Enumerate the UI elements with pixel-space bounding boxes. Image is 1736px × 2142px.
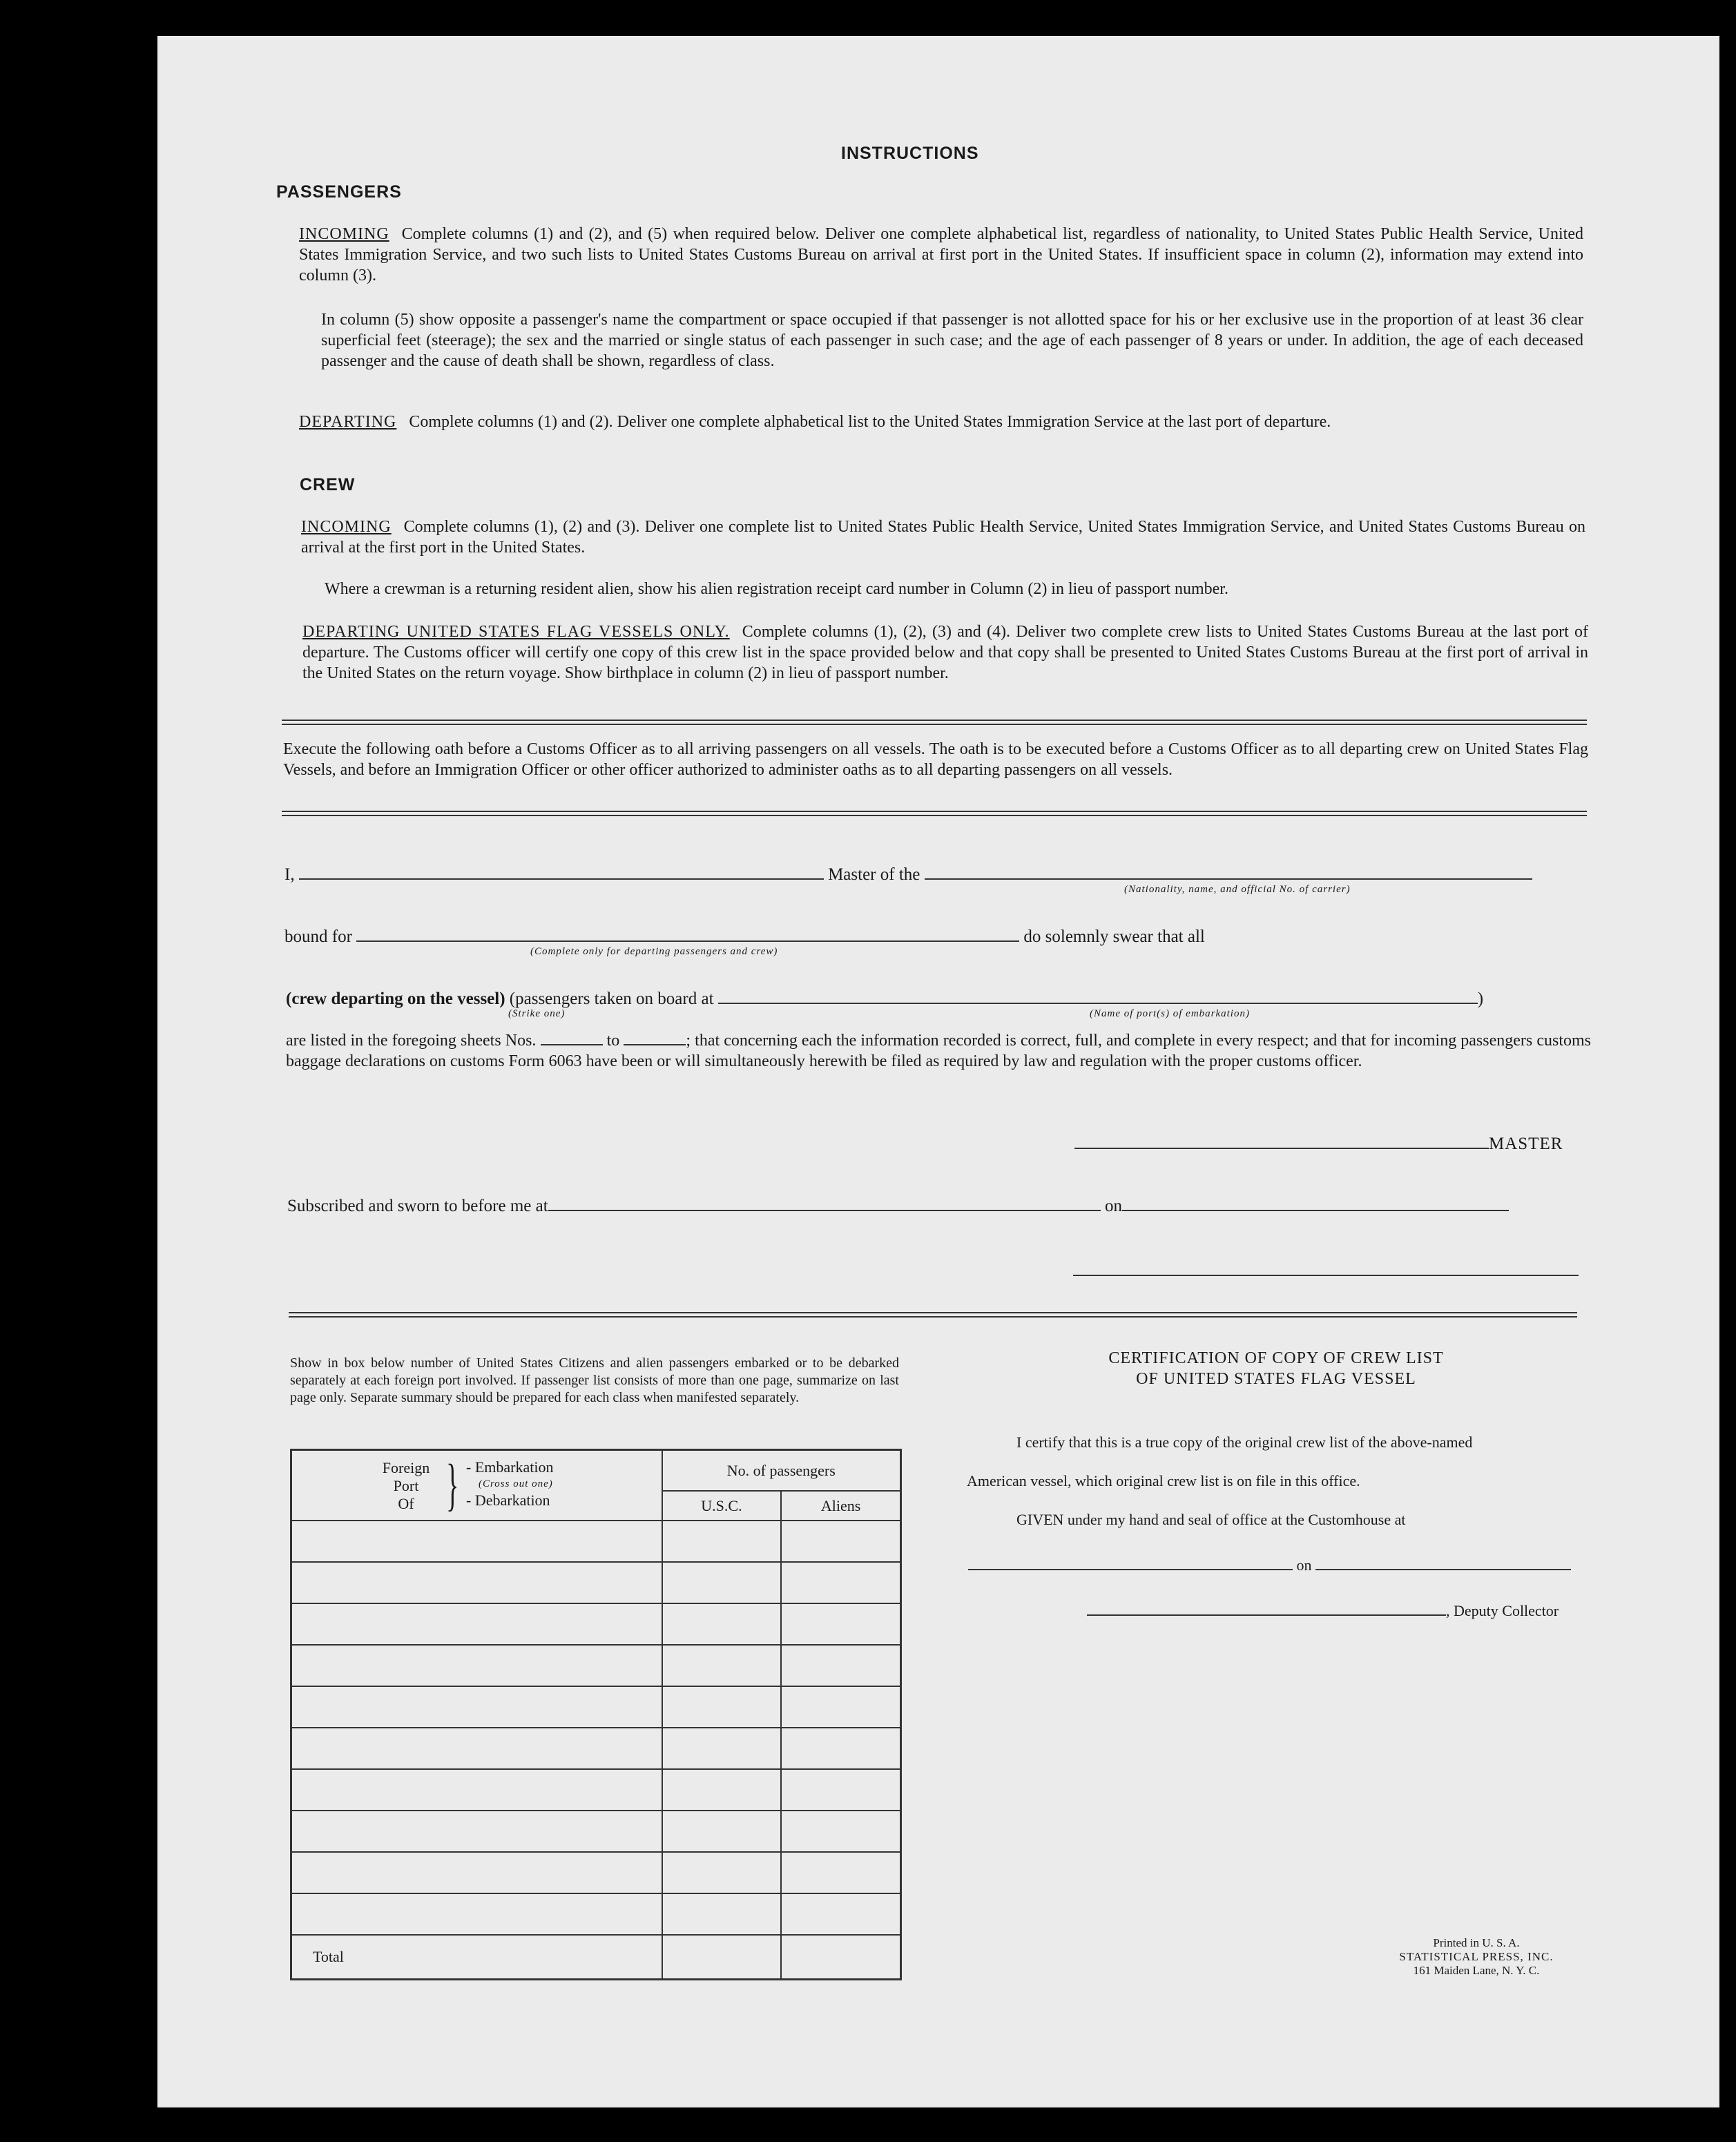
deputy-collector-label: , Deputy Collector: [1446, 1602, 1559, 1619]
passengers-heading: PASSENGERS: [276, 182, 402, 202]
certification-title: [1055, 1348, 1497, 1389]
foreign-port-header: [291, 1450, 662, 1521]
aliens-cell[interactable]: [781, 1811, 900, 1852]
crew-departing-text: Complete columns (1), (2), (3) and (4). Deliver two complete crew lists to United States Customs Bureau at the last port of departure. The Customs officer will certify one copy of this crew list in the space provided below and that copy shall be presented to United States Customs Bureau at the first port of arrival in the United States on the return voyage. Show birthplace in column (2) in lieu of passport number.: [302, 623, 1588, 682]
usc-cell[interactable]: [662, 1728, 782, 1769]
divider-2: [282, 811, 1587, 816]
master-signature-line: [1074, 1134, 1563, 1154]
table-row: [291, 1521, 901, 1562]
summary-note: Show in box below number of United States Citizens and alien passengers embarked or to be debarked separately at each foreign port involved. If passenger list consists of more than one page, summarize on last page only. Separate summary should be prepared for each class when manifested separately.: [290, 1355, 899, 1405]
listed-text-a: are listed in the foregoing sheets Nos.: [286, 1032, 537, 1050]
usc-cell[interactable]: [662, 1603, 782, 1645]
imprint-line2: STATISTICAL PRESS, INC.: [1399, 1950, 1554, 1963]
port-cell[interactable]: [291, 1728, 662, 1769]
destination-field[interactable]: [356, 927, 1019, 942]
table-row: [291, 1769, 901, 1811]
usc-total-cell[interactable]: [662, 1935, 782, 1979]
master-name-field[interactable]: [299, 865, 824, 880]
summary-table: [290, 1449, 902, 1980]
certification-title-line2: OF UNITED STATES FLAG VESSEL: [1136, 1370, 1416, 1388]
passengers-incoming-paragraph: [299, 224, 1583, 286]
aliens-cell[interactable]: [781, 1893, 900, 1935]
close-paren: ): [1477, 990, 1484, 1008]
port-cell[interactable]: [291, 1852, 662, 1893]
port-cell[interactable]: [291, 1811, 662, 1852]
aliens-cell[interactable]: [781, 1686, 900, 1728]
usc-cell[interactable]: [662, 1811, 782, 1852]
sworn-place-field[interactable]: [548, 1196, 1101, 1211]
deputy-collector-line: [1087, 1601, 1559, 1620]
sheet-from-field[interactable]: [541, 1030, 603, 1045]
table-row: [291, 1562, 901, 1603]
swear-text: do solemnly swear that all: [1023, 927, 1205, 946]
table-row: [291, 1603, 901, 1645]
aliens-cell[interactable]: [781, 1603, 900, 1645]
passengers-column5-paragraph: In column (5) show opposite a passenger's name the compartment or space occupied if that passenger is not allotted space for his or her exclusive use in the proportion of at least 36 clear superficial feet (steerage); the sex and the married or single status of each passenger in such case; and the age of each passenger of 8 years or under. In addition, the age of each deceased passenger and the cause of death shall be shown, regardless of class.: [321, 311, 1583, 370]
sheet-to-field[interactable]: [624, 1030, 686, 1045]
carrier-field[interactable]: [925, 865, 1532, 880]
usc-cell[interactable]: [662, 1852, 782, 1893]
usc-cell[interactable]: [662, 1562, 782, 1603]
aliens-cell[interactable]: [781, 1852, 900, 1893]
aliens-cell[interactable]: [781, 1645, 900, 1686]
crew-departing-paragraph: [302, 621, 1588, 684]
passengers-departing-label: DEPARTING: [299, 413, 397, 431]
port-label: Port: [393, 1477, 419, 1494]
customhouse-field[interactable]: [968, 1555, 1293, 1570]
crew-incoming-paragraph: [301, 517, 1585, 558]
port-cell[interactable]: [291, 1893, 662, 1935]
total-row: [291, 1935, 901, 1979]
aliens-cell[interactable]: [781, 1769, 900, 1811]
sworn-on-label: on: [1104, 1197, 1122, 1215]
aliens-cell[interactable]: [781, 1521, 900, 1562]
listed-to-label: to: [606, 1032, 620, 1050]
aliens-header: Aliens: [781, 1491, 900, 1521]
divider-1: [282, 720, 1587, 725]
table-row: [291, 1852, 901, 1893]
divider-3: [289, 1312, 1577, 1318]
officer-signature-field[interactable]: [1073, 1275, 1579, 1276]
port-cell[interactable]: [291, 1769, 662, 1811]
crew-departing-label: DEPARTING UNITED STATES FLAG VESSELS ONLY.: [302, 623, 730, 641]
port-cell[interactable]: [291, 1521, 662, 1562]
aliens-cell[interactable]: [781, 1728, 900, 1769]
customhouse-date-line: [968, 1555, 1571, 1574]
oath-instruction: Execute the following oath before a Customs Officer as to all arriving passengers on all vessels. The oath is to be executed before a Customs Officer as to all departing crew on United States Flag Vessels, and before an Immigration Officer or other officer authorized to administer oaths as to all departing passengers on all vessels.: [283, 740, 1588, 779]
embarkation-port-field[interactable]: [718, 989, 1478, 1004]
subscribed-label: Subscribed and sworn to before me at: [287, 1197, 548, 1215]
usc-cell[interactable]: [662, 1686, 782, 1728]
crew-heading: CREW: [300, 475, 356, 494]
crew-resident-paragraph: Where a crewman is a returning resident alien, show his alien registration receipt card number in Column (2) in lieu of passport number.: [325, 580, 1228, 598]
departing-caption: (Complete only for departing passengers and crew): [530, 946, 778, 957]
certification-on-label: on: [1296, 1556, 1312, 1574]
bound-for-label: bound for: [284, 927, 352, 946]
form-page: [157, 36, 1719, 2107]
usc-cell[interactable]: [662, 1521, 782, 1562]
oath-i-label: I,: [284, 865, 295, 884]
passengers-departing-paragraph: [299, 412, 1583, 432]
table-row: [291, 1811, 901, 1852]
passengers-departing-text: Complete columns (1) and (2). Deliver one complete alphabetical list to the United States Immigration Service at the last port of departure.: [409, 413, 1331, 431]
certify-line2: American vessel, which original crew list is on file in this office.: [967, 1472, 1360, 1489]
aliens-total-cell[interactable]: [781, 1935, 900, 1979]
foreign-label: Foreign: [382, 1459, 430, 1476]
usc-cell[interactable]: [662, 1769, 782, 1811]
oath-listed-paragraph: [286, 1030, 1591, 1072]
aliens-cell[interactable]: [781, 1562, 900, 1603]
imprint-line3: 161 Maiden Lane, N. Y. C.: [1413, 1964, 1540, 1977]
port-cell[interactable]: [291, 1686, 662, 1728]
table-row: [291, 1686, 901, 1728]
oath-bound-line: [284, 927, 1320, 947]
certify-line1: I certify that this is a true copy of the original crew list of the above-named: [1016, 1434, 1473, 1451]
port-cell[interactable]: [291, 1645, 662, 1686]
table-row: [291, 1893, 901, 1935]
usc-cell[interactable]: [662, 1645, 782, 1686]
port-cell[interactable]: [291, 1603, 662, 1645]
passengers-taken-option[interactable]: (passengers taken on board at: [509, 990, 714, 1008]
deputy-collector-signature-field[interactable]: [1087, 1601, 1446, 1616]
total-label: Total: [291, 1935, 662, 1979]
strike-caption: (Strike one): [508, 1008, 566, 1019]
usc-header: U.S.C.: [662, 1491, 782, 1521]
printer-imprint: [1380, 1936, 1573, 1978]
cross-out-caption: (Cross out one): [479, 1478, 553, 1489]
no-passengers-header: No. of passengers: [662, 1450, 901, 1492]
master-of-the-label: Master of the: [828, 865, 920, 884]
crew-departing-option[interactable]: (crew departing on the vessel): [286, 990, 505, 1008]
given-line: GIVEN under my hand and seal of office at the Customhouse at: [1016, 1511, 1406, 1528]
of-label: Of: [398, 1495, 414, 1512]
crew-incoming-label: INCOMING: [301, 518, 392, 536]
debarkation-label: - Debarkation: [466, 1492, 550, 1509]
table-row: [291, 1645, 901, 1686]
oath-embarkation-line: [286, 989, 1598, 1009]
master-label: MASTER: [1489, 1135, 1563, 1153]
crew-incoming-text: Complete columns (1), (2) and (3). Deliver one complete list to United States Public Health Service, United States Immigration Service, and United States Customs Bureau on arrival at the first port in the United States.: [301, 518, 1585, 557]
master-signature-field[interactable]: [1074, 1134, 1489, 1149]
port-caption: (Name of port(s) of embarkation): [1090, 1008, 1250, 1019]
certification-date-field[interactable]: [1315, 1555, 1571, 1570]
passengers-incoming-label: INCOMING: [299, 225, 389, 243]
passengers-incoming-text: Complete columns (1) and (2), and (5) when required below. Deliver one complete alphabetical list, regardless of nationality, to United States Public Health Service, United States Immigration Service, and two such lists to United States Customs Bureau on arrival at first port in the United States. If insufficient space in column (2), information may extend into column (3).: [299, 225, 1583, 284]
subscribed-line: [287, 1196, 1599, 1216]
listed-text-b: ; that concerning each the information recorded is correct, full, and complete in every respect; and that for incoming passengers customs baggage declarations on customs Form 6063 have been or will simultaneously herewith be filed as required by law and regulation with the proper customs officer.: [286, 1032, 1592, 1070]
embarkation-label: - Embarkation: [466, 1458, 554, 1476]
table-row: [291, 1728, 901, 1769]
port-cell[interactable]: [291, 1562, 662, 1603]
imprint-line1: Printed in U. S. A.: [1433, 1936, 1520, 1949]
carrier-caption: (Nationality, name, and official No. of carrier): [1124, 884, 1351, 895]
sworn-date-field[interactable]: [1122, 1196, 1509, 1211]
certification-title-line1: CERTIFICATION OF COPY OF CREW LIST: [1108, 1349, 1444, 1367]
instructions-title: INSTRUCTIONS: [841, 144, 979, 163]
oath-master-line: [284, 865, 1590, 885]
brace-icon: }: [446, 1453, 459, 1517]
usc-cell[interactable]: [662, 1893, 782, 1935]
